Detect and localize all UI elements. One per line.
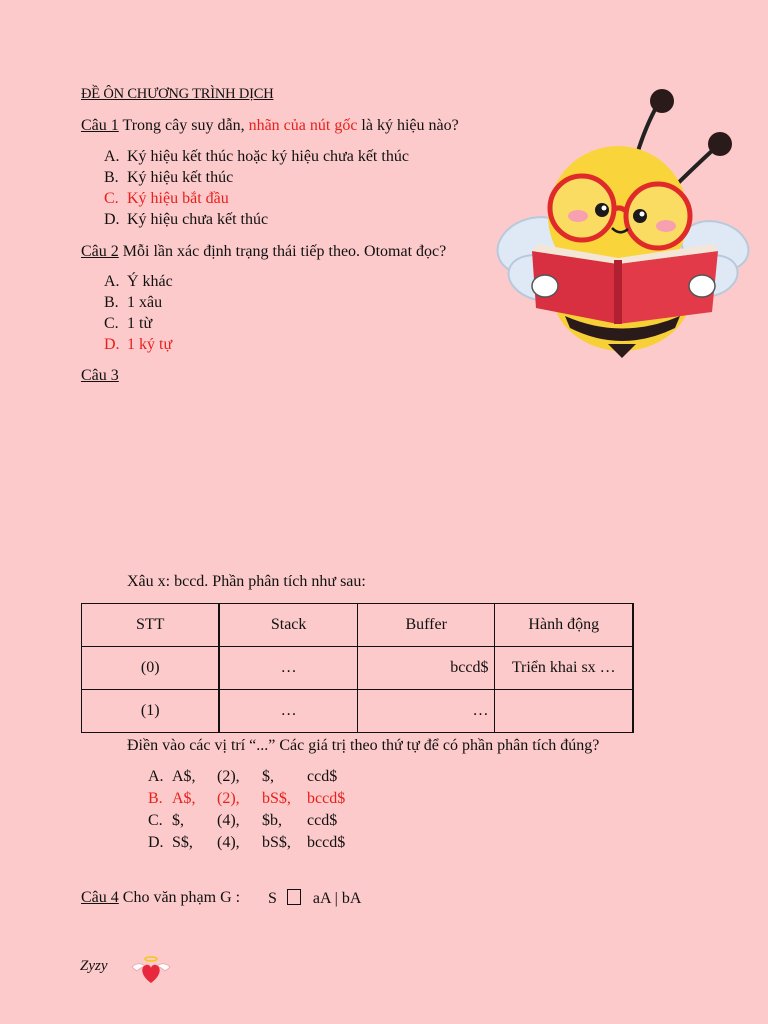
option-value: bccd$ <box>307 790 346 807</box>
signature: Zyzy <box>80 958 108 974</box>
option-letter: D. <box>104 211 120 228</box>
question-2 <box>81 243 446 261</box>
option-letter: C. <box>148 812 163 829</box>
question-4-label: Câu 4 <box>81 889 119 906</box>
option-value: A$, <box>172 790 196 807</box>
table-cell: (1) <box>82 690 220 733</box>
option-text: Ý khác <box>127 273 173 290</box>
option-text: Ký hiệu chưa kết thúc <box>127 211 269 228</box>
option-value: ccd$ <box>307 768 338 785</box>
table-row <box>82 647 634 690</box>
option-text: 1 xâu <box>127 294 163 311</box>
table-header: Hành động <box>495 604 633 647</box>
q3-option-c[interactable] <box>148 812 337 830</box>
table-cell: … <box>219 690 357 733</box>
option-letter: C. <box>104 190 119 207</box>
option-value: bccd$ <box>307 834 346 851</box>
question-3-intro: Xâu x: bccd. Phần phân tích như sau: <box>127 573 366 590</box>
option-value: (4), <box>217 834 240 851</box>
table-cell: Triển khai sx … <box>495 647 633 690</box>
q2-option-b[interactable] <box>104 294 162 312</box>
q2-option-a[interactable] <box>104 273 173 291</box>
option-value: A$, <box>172 768 196 785</box>
question-1-text-before: Trong cây suy dẫn, <box>118 117 249 134</box>
option-value: (4), <box>217 812 240 829</box>
table-cell: (0) <box>82 647 220 690</box>
q3-option-a[interactable] <box>148 768 337 786</box>
option-text: 1 từ <box>127 315 153 332</box>
question-3-label: Câu 3 <box>81 367 119 384</box>
question-1-label: Câu 1 <box>81 117 119 134</box>
option-letter: B. <box>148 790 163 807</box>
q1-option-a[interactable] <box>104 148 409 166</box>
option-text: Ký hiệu bắt đầu <box>127 190 229 207</box>
option-letter: B. <box>104 169 119 186</box>
q2-option-c[interactable] <box>104 315 152 333</box>
table-header: Stack <box>219 604 357 647</box>
option-letter: D. <box>104 336 120 353</box>
option-letter: A. <box>148 768 164 785</box>
arrow-icon <box>287 889 301 905</box>
option-letter: A. <box>104 148 120 165</box>
q3-option-b-correct[interactable] <box>148 790 345 808</box>
option-text: Ký hiệu kết thúc <box>127 169 234 186</box>
question-2-text: Mỗi lần xác định trạng thái tiếp theo. Otomat đọc? <box>118 243 447 260</box>
question-3-text: Điền vào các vị trí “...” Các giá trị theo thứ tự để có phần phân tích đúng? <box>127 737 600 754</box>
table-header: Buffer <box>357 604 495 647</box>
table-cell <box>495 690 633 733</box>
option-value: S$, <box>172 834 193 851</box>
rule-rhs: aA | bA <box>312 890 362 907</box>
table-cell: … <box>219 647 357 690</box>
table-cell: … <box>357 690 495 733</box>
q1-option-d[interactable] <box>104 211 268 229</box>
winged-heart-icon <box>128 954 174 986</box>
q1-option-b[interactable] <box>104 169 233 187</box>
option-value: ccd$ <box>307 812 338 829</box>
option-value: (2), <box>217 768 240 785</box>
page-title: ĐỀ ÔN CHƯƠNG TRÌNH DỊCH <box>81 86 274 102</box>
option-text: 1 ký tự <box>127 336 173 353</box>
rule-lhs: S <box>268 890 277 907</box>
option-text: Ký hiệu kết thúc hoặc ký hiệu chưa kết thúc <box>127 148 409 165</box>
table-cell: bccd$ <box>357 647 495 690</box>
q2-option-d-correct[interactable] <box>104 336 172 354</box>
question-1-highlight: nhãn của nút gốc <box>248 117 358 134</box>
option-value: bS$, <box>262 834 291 851</box>
table-header: STT <box>82 604 220 647</box>
option-letter: D. <box>148 834 164 851</box>
question-1 <box>81 117 459 135</box>
q1-option-c-correct[interactable] <box>104 190 229 208</box>
question-1-text-after: là ký hiệu nào? <box>357 117 459 134</box>
option-value: bS$, <box>262 790 291 807</box>
bee-reading-book-illustration <box>490 86 755 361</box>
option-value: $b, <box>262 812 282 829</box>
q3-option-d[interactable] <box>148 834 345 852</box>
question-4 <box>81 889 240 907</box>
option-letter: A. <box>104 273 120 290</box>
option-value: (2), <box>217 790 240 807</box>
option-letter: C. <box>104 315 119 332</box>
grammar-rule <box>268 889 361 908</box>
parse-table <box>81 603 634 733</box>
table-header-row <box>82 604 634 647</box>
option-value: $, <box>262 768 274 785</box>
question-2-label: Câu 2 <box>81 243 119 260</box>
question-4-text: Cho văn phạm G : <box>118 889 241 906</box>
option-letter: B. <box>104 294 119 311</box>
table-row <box>82 690 634 733</box>
option-value: $, <box>172 812 184 829</box>
